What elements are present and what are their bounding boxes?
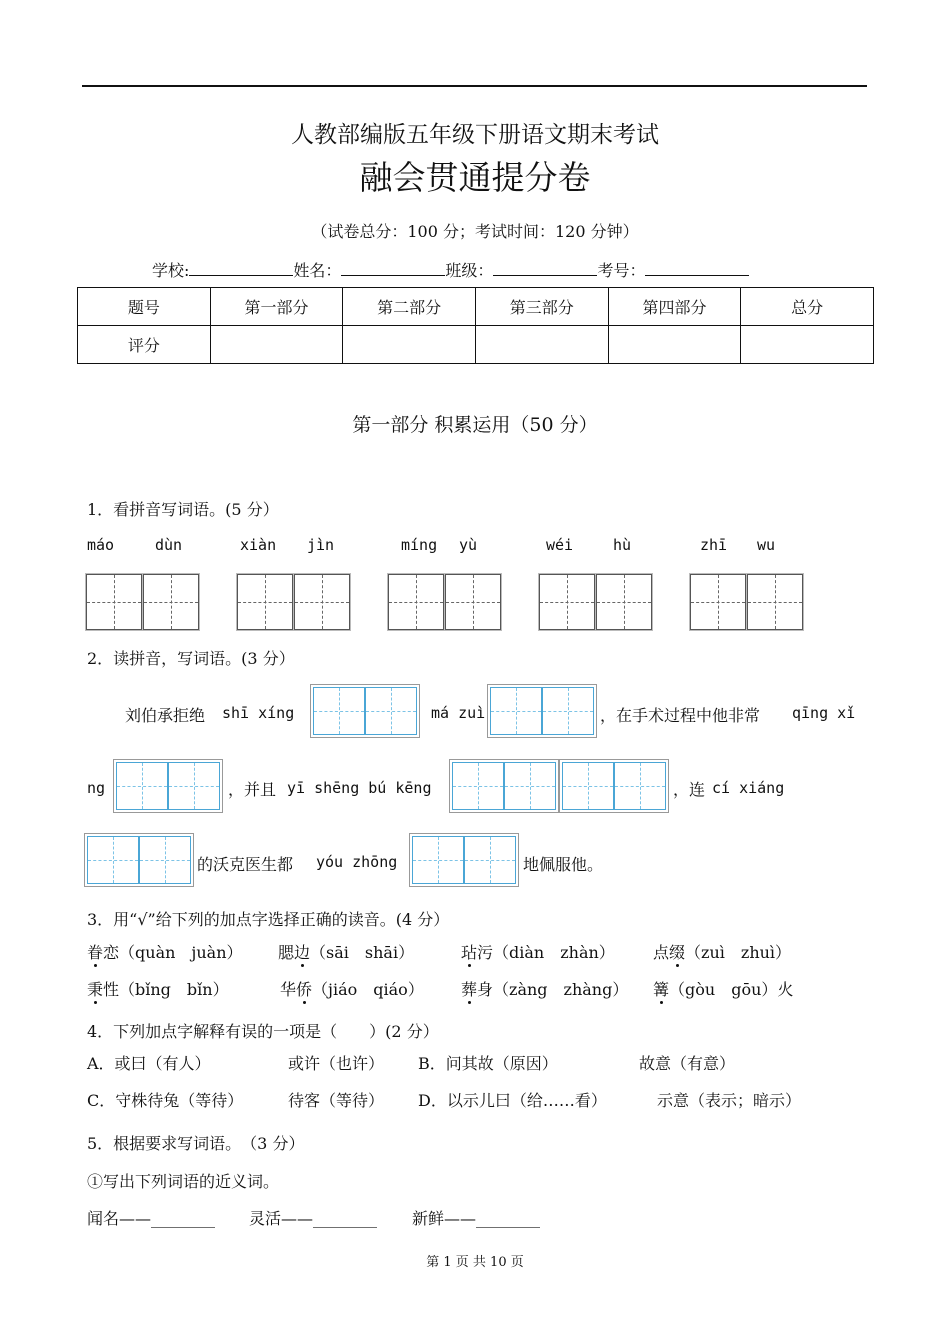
q3-item — [461, 977, 628, 1000]
q3-item — [461, 940, 615, 963]
answer-grid-cell[interactable] — [614, 762, 666, 810]
q2-pinyin: ng — [87, 779, 106, 797]
q2-text: ，在手术过程中他非常 — [600, 706, 761, 725]
answer-grid-cell[interactable] — [87, 836, 139, 884]
pinyin-label: wéi — [546, 536, 574, 554]
score-header-cell: 题号 — [78, 288, 211, 326]
score-cell[interactable] — [608, 326, 741, 364]
q3-item — [653, 940, 791, 963]
q2-pinyin: má zuì — [431, 704, 486, 722]
writing-grid-cell[interactable] — [294, 574, 350, 630]
answer-grid-cell[interactable] — [562, 762, 614, 810]
q2-pinyin: qīng xǐ — [792, 704, 856, 722]
pinyin-label: xiàn — [240, 536, 277, 554]
name-blank[interactable] — [341, 260, 445, 276]
answer-grid[interactable] — [84, 833, 194, 887]
student-info-fields — [152, 258, 749, 281]
writing-grid-cell[interactable] — [237, 574, 293, 630]
answer-grid[interactable] — [113, 759, 223, 813]
answer-grid-cell[interactable] — [542, 687, 594, 735]
exam-title: 人教部编版五年级下册语文期末考试 — [291, 122, 659, 148]
dotted-char: 眷 — [87, 943, 104, 962]
score-header-cell: 第四部分 — [608, 288, 741, 326]
q2-pinyin: cí xiáng — [712, 779, 785, 797]
writing-grid-cell[interactable] — [143, 574, 199, 630]
exam-meta: （试卷总分：100 分；考试时间：120 分钟） — [311, 222, 639, 241]
score-cell[interactable] — [741, 326, 874, 364]
score-header-cell: 第三部分 — [475, 288, 608, 326]
class-blank[interactable] — [493, 260, 597, 276]
class-label: 班级： — [445, 261, 494, 280]
q3-item — [653, 977, 793, 1000]
q3-item-options: 污（diàn zhàn） — [477, 943, 615, 962]
answer-grid-cell[interactable] — [365, 687, 417, 735]
exam-subtitle: 融会贯通提分卷 — [359, 158, 591, 197]
answer-grid-cell[interactable] — [168, 762, 220, 810]
answer-grid-cell[interactable] — [412, 836, 464, 884]
dotted-char: 秉 — [87, 980, 104, 999]
answer-grid[interactable] — [449, 759, 559, 813]
page-footer: 第 1 页 共 10 页 — [426, 1255, 524, 1270]
q3-item-options: （gòu gōu）火 — [669, 980, 794, 999]
writing-grid-cell[interactable] — [596, 574, 652, 630]
dotted-char: 葬 — [461, 980, 478, 999]
q3-item-options: 恋（quàn juàn） — [103, 943, 243, 962]
exam-no-label: 考号： — [597, 261, 646, 280]
q2-text: ，连 — [673, 780, 706, 799]
answer-grid[interactable] — [409, 833, 519, 887]
answer-grid-cell[interactable] — [504, 762, 556, 810]
q4-option: C．守株待兔（等待） — [87, 1091, 244, 1110]
pinyin-label: wu — [757, 536, 776, 554]
q5-subquestion: ①写出下列词语的近义词。 — [87, 1172, 280, 1191]
question-3-stem: 3．用“√”给下列的加点字选择正确的读音。(4 分） — [87, 910, 450, 929]
pinyin-label: hù — [613, 536, 632, 554]
score-header-cell: 第二部分 — [343, 288, 476, 326]
q4-option: 或许（也许） — [288, 1054, 385, 1073]
question-4-stem: 4．下列加点字解释有误的一项是（ ）(2 分） — [87, 1022, 439, 1041]
q4-option: 示意（表示；暗示） — [657, 1091, 802, 1110]
answer-grid-cell[interactable] — [490, 687, 542, 735]
q2-pinyin: yóu zhōng — [316, 853, 398, 871]
q2-text: 刘伯承拒绝 — [125, 706, 206, 725]
pinyin-label: zhī — [700, 536, 728, 554]
q5-item[interactable]: 灵活——________ — [249, 1209, 378, 1228]
q3-item-options: （zuì zhuì） — [685, 943, 792, 962]
exam-no-blank[interactable] — [645, 260, 749, 276]
school-label: 学校: — [152, 261, 190, 280]
q3-item-char: 点 — [653, 943, 670, 962]
q4-option: B．问其故（原因） — [418, 1054, 558, 1073]
answer-grid-cell[interactable] — [116, 762, 168, 810]
score-cell[interactable] — [475, 326, 608, 364]
answer-grid-cell[interactable] — [313, 687, 365, 735]
q3-item-char: 华 — [280, 980, 297, 999]
dotted-char: 缀 — [669, 943, 686, 962]
q3-item — [280, 977, 424, 1000]
score-table-score-row — [78, 326, 874, 364]
answer-grid-cell[interactable] — [464, 836, 516, 884]
q3-item — [87, 977, 229, 1000]
score-header-cell: 第一部分 — [210, 288, 343, 326]
school-blank[interactable] — [189, 260, 293, 276]
dotted-char: 侨 — [296, 980, 313, 999]
q3-item-char: 腮 — [278, 943, 295, 962]
question-2-stem: 2．读拼音，写词语。(3 分） — [87, 649, 295, 668]
q2-text: 地佩服他。 — [523, 855, 604, 874]
q4-option: A．或曰（有人） — [87, 1054, 211, 1073]
writing-grid-cell[interactable] — [539, 574, 595, 630]
score-table-header-row — [78, 288, 874, 326]
pinyin-label: míng — [401, 536, 438, 554]
name-label: 姓名： — [293, 261, 342, 280]
writing-grid-cell[interactable] — [445, 574, 501, 630]
score-table — [77, 287, 874, 364]
q5-item[interactable]: 新鲜——________ — [412, 1209, 541, 1228]
dotted-char: 篝 — [653, 980, 670, 999]
dotted-char: 玷 — [461, 943, 478, 962]
answer-grid[interactable] — [487, 684, 597, 738]
answer-grid-cell[interactable] — [139, 836, 191, 884]
q5-item[interactable]: 闻名——________ — [87, 1209, 216, 1228]
dotted-char: 边 — [294, 943, 311, 962]
pinyin-label: máo — [87, 536, 115, 554]
question-5-stem: 5．根据要求写词语。 （3 分） — [87, 1134, 305, 1153]
q3-item-options: 性（bǐng bǐn） — [103, 980, 229, 999]
pinyin-label: jìn — [307, 536, 335, 554]
q3-item — [278, 940, 414, 963]
question-1-stem: 1．看拼音写词语。(5 分） — [87, 500, 279, 519]
score-row-label: 评分 — [78, 326, 211, 364]
q3-item-options: 身（zàng zhàng） — [477, 980, 629, 999]
answer-grid-cell[interactable] — [452, 762, 504, 810]
score-header-cell: 总分 — [741, 288, 874, 326]
writing-grid-cell[interactable] — [747, 574, 803, 630]
q3-item-options: （sāi shāi） — [310, 943, 415, 962]
score-cell[interactable] — [210, 326, 343, 364]
pinyin-label: dùn — [155, 536, 183, 554]
q3-item — [87, 940, 243, 963]
pinyin-label: yù — [459, 536, 478, 554]
writing-grid-cell[interactable] — [690, 574, 746, 630]
q4-option: 故意（有意） — [639, 1054, 736, 1073]
q4-option: 待客（等待） — [288, 1091, 385, 1110]
writing-grid-cell[interactable] — [86, 574, 142, 630]
q2-pinyin: shī xíng — [222, 704, 295, 722]
q3-item-options: （jiáo qiáo） — [312, 980, 424, 999]
q2-pinyin: yī shēng bú kēng — [287, 779, 432, 797]
writing-grid-cell[interactable] — [388, 574, 444, 630]
answer-grid[interactable] — [310, 684, 420, 738]
section-title: 第一部分 积累运用（50 分） — [352, 414, 598, 436]
answer-grid[interactable] — [559, 759, 669, 813]
q2-text: 的沃克医生都 — [197, 855, 294, 874]
score-cell[interactable] — [343, 326, 476, 364]
q2-text: ，并且 — [228, 780, 277, 799]
top-rule — [82, 85, 867, 87]
q4-option: D．以示儿曰（给……看） — [418, 1091, 607, 1110]
